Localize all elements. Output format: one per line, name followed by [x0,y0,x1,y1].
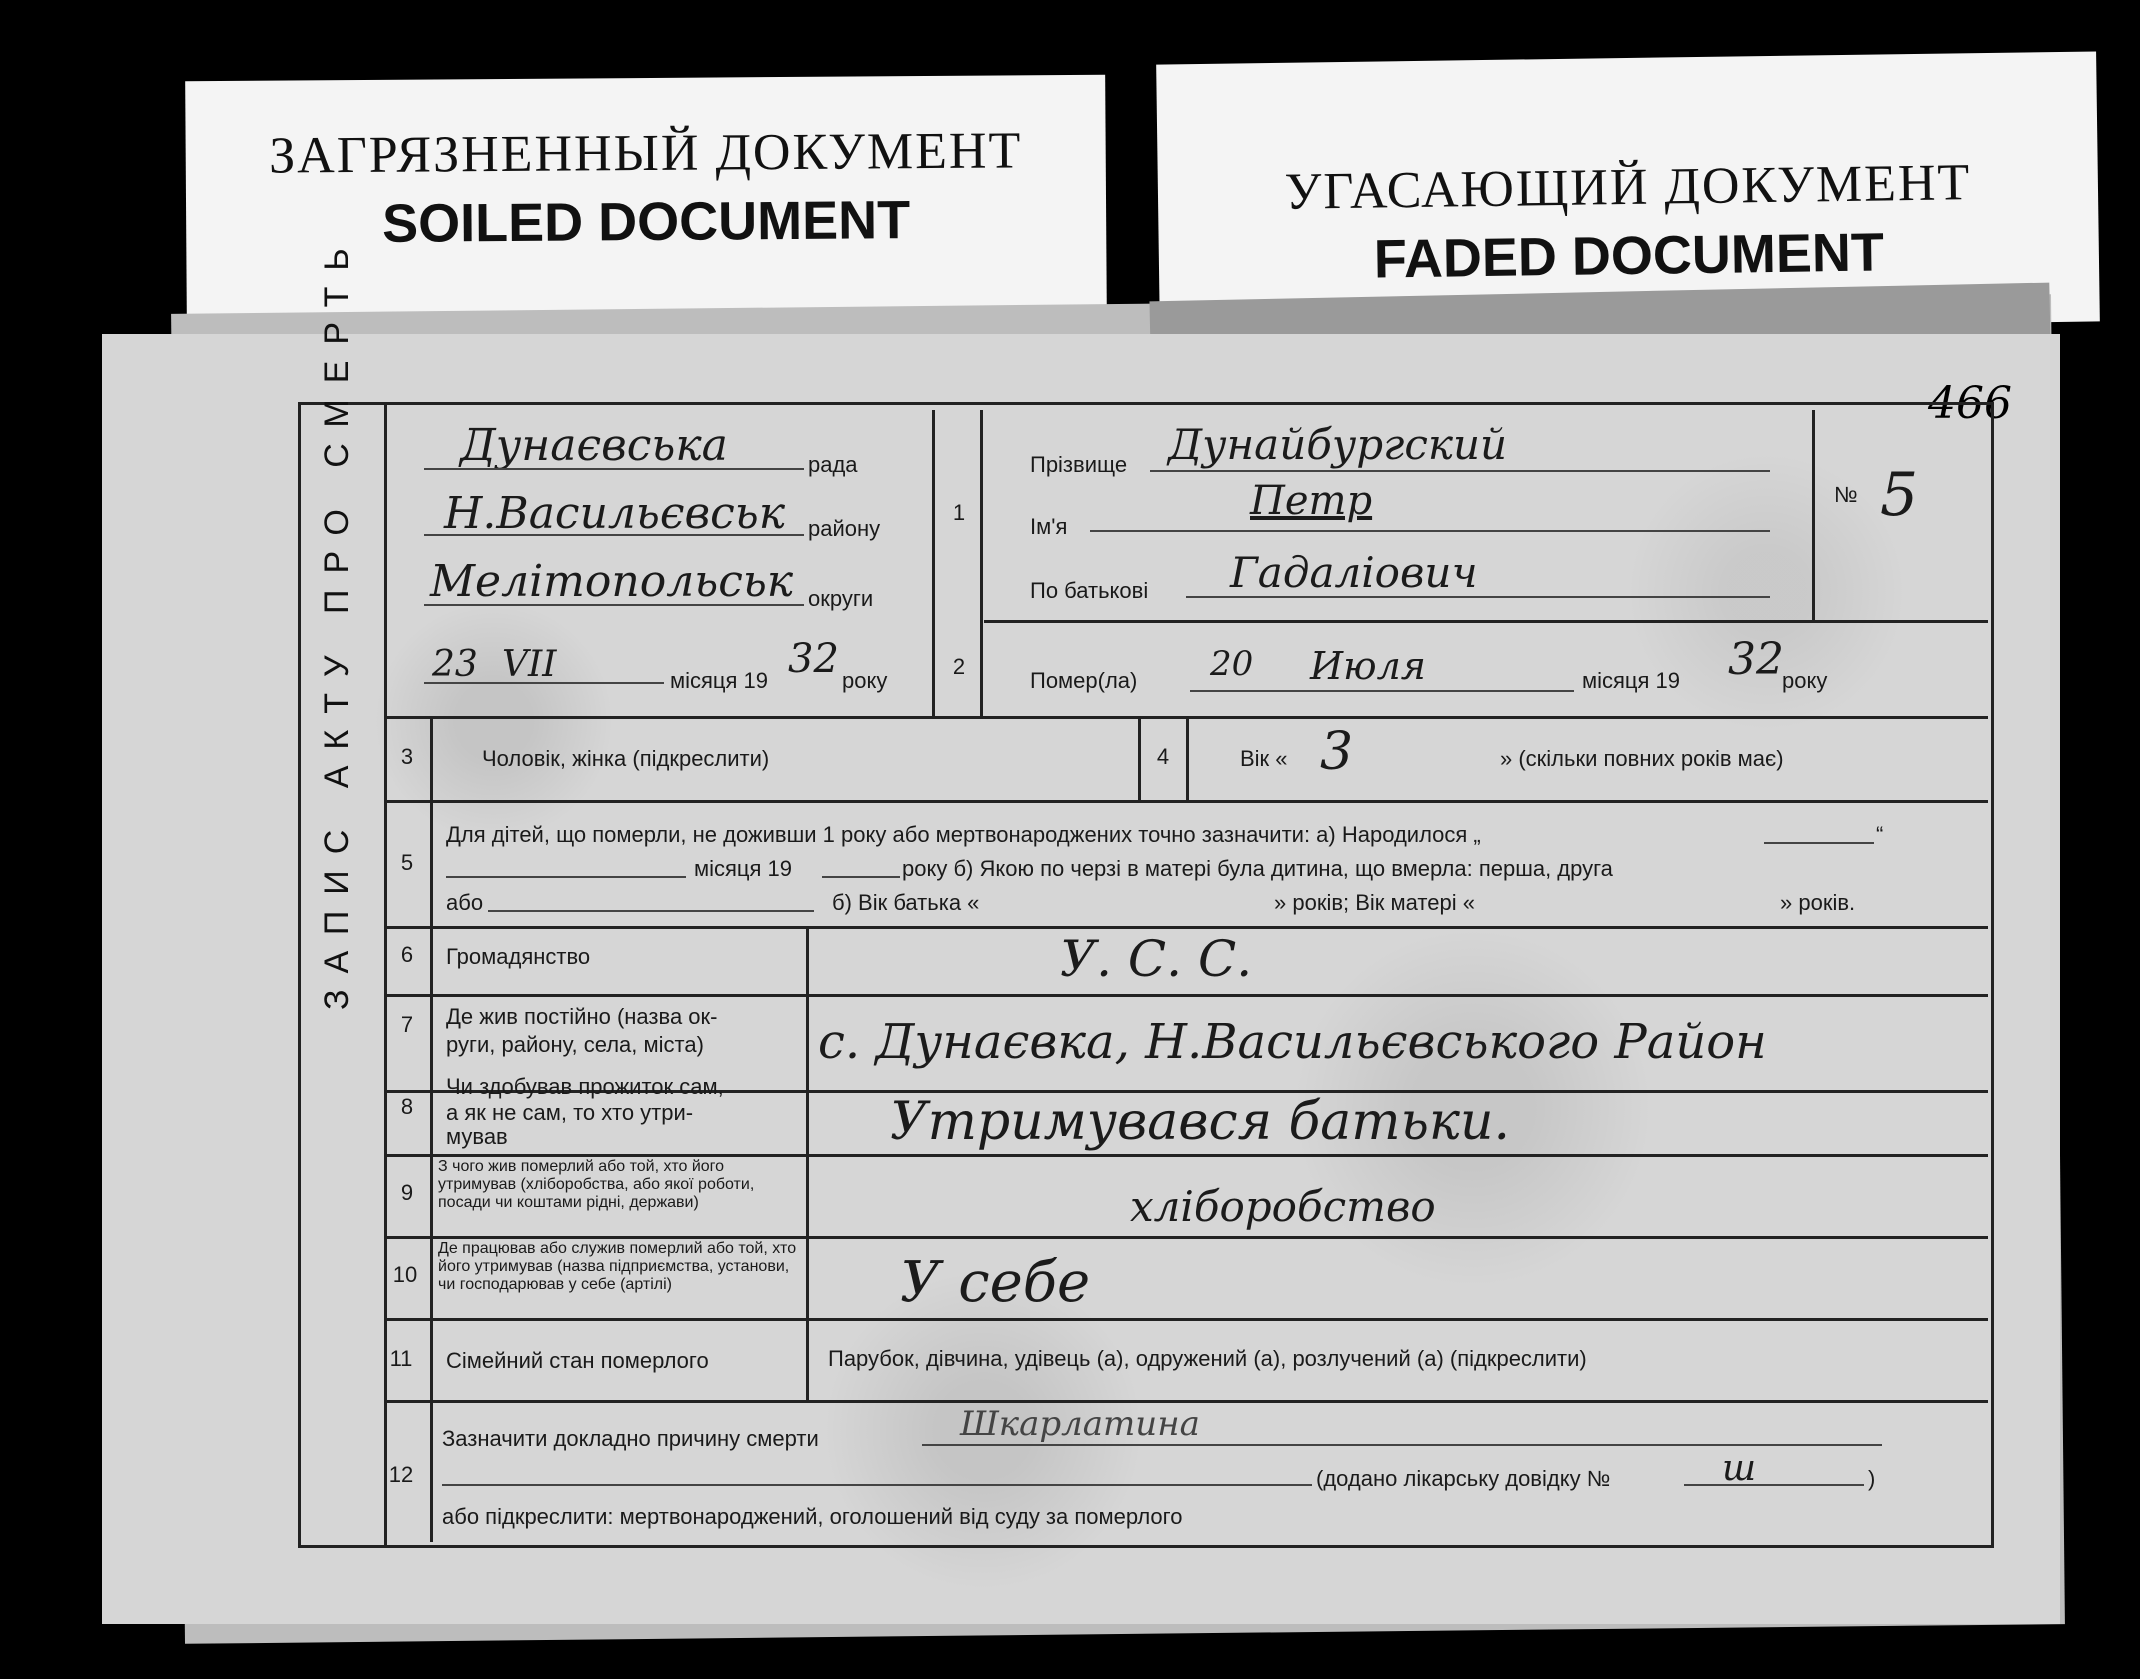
rayon-label: району [808,516,881,541]
header-divider-2 [980,410,983,716]
name-line [1090,530,1770,532]
cause-line-2 [442,1484,1312,1486]
surname-value: Дунайбургский [1168,420,1508,469]
row-11-number: 11 [389,1346,413,1371]
certificate-end: ) [1868,1466,1876,1491]
livelihood-value: Утримувався батьки. [890,1092,1510,1152]
row-4-number: 4 [1156,744,1170,769]
cause-line-1 [922,1444,1882,1446]
died-day: 20 [1210,644,1254,684]
rayon-line [424,534,804,536]
infant-line-3b: б) Вік батька « [832,890,980,915]
infant-line-1: Для дітей, що померли, не доживши 1 року або мертвонароджених точно зазначити: а) Народилося „ [446,822,1481,847]
infant-year-blank [822,876,900,878]
row-5-number: 5 [400,850,414,875]
soiled-label-english: SOILED DOCUMENT [381,190,911,254]
row-3-number: 3 [400,744,414,769]
label-column-divider [806,926,809,1400]
row-line [984,620,1988,623]
infant-line-3c: » років; Вік матері « [1274,890,1475,915]
header-month-label: місяця 19 [670,668,769,693]
faded-label-english: FADED DOCUMENT [1373,222,1885,290]
age-label-start: Вік « [1240,746,1288,771]
infant-order-blank [488,910,814,912]
died-month: Июля [1310,644,1426,688]
infant-line-3a: або [446,890,484,915]
row-8-number: 8 [400,1094,414,1119]
died-label: Помер(ла) [1030,668,1138,693]
okruga-value: Мелітопольськ [430,556,794,607]
date-line [424,682,664,684]
marital-status-label: Сімейний стан померлого [446,1348,709,1373]
certificate-value: ш [1722,1448,1757,1489]
cause-of-death-label: Зазначити докладно причину смерти [442,1426,819,1451]
record-number: 5 [1880,460,1919,530]
rada-line [424,468,804,470]
row-7-number: 7 [400,1012,414,1037]
side-title: ЗАПИС АКТУ ПРО СМЕРТЬ [318,232,356,1010]
stillborn-footer: або підкреслити: мертвонароджений, оголошений від суду за померлого [442,1504,1183,1529]
row-line [384,926,1988,929]
workplace-label: Де працював або служив померлий або той, хто його утримував (назва підприємства, установи, чи господарював у себе (артілі) [438,1240,797,1293]
infant-line-2a: місяця 19 [694,856,793,881]
row-line [384,1400,1988,1403]
header-divider [932,410,935,716]
source-of-living-value: хліборобство [1130,1182,1436,1231]
age-label-end: » (скільки повних років має) [1500,746,1784,771]
header-date-day: 23 [432,644,478,685]
name-value: Петр [1250,478,1373,524]
number-column-divider [430,716,433,1542]
surname-line [1150,470,1770,472]
age-value: 3 [1320,722,1354,782]
livelihood-label-1: Чи здобував прожиток сам, [446,1074,724,1099]
row4-divider [1186,716,1189,800]
faded-label-russian: УГАСАЮЩИЙ ДОКУМЕНТ [1284,154,1972,221]
died-month-label: місяця 19 [1582,668,1681,693]
infant-line-1-end: “ [1876,822,1884,847]
row3-divider [1138,716,1141,800]
marital-status-options: Парубок, дівчина, удівець (а), одружений (а), розлучений (а) (підкреслити) [828,1346,1587,1371]
okruga-label: округи [808,586,874,611]
certificate-line [1684,1484,1864,1486]
surname-label: Прізвище [1030,452,1128,477]
row-line [384,994,1988,997]
infant-born-blank [1764,842,1874,844]
row-6-number: 6 [400,942,414,967]
number-box-divider [1812,410,1815,620]
header-date-year: 32 [788,636,839,682]
name-label: Ім'я [1030,514,1068,539]
residence-value: с. Дунаєвка, Н.Васильєвського Район [818,1014,1767,1070]
infant-day-blank [446,876,686,878]
row-line [384,1236,1988,1239]
infant-line-3d: » років. [1780,890,1856,915]
livelihood-label-2: а як не сам, то хто утри- [446,1100,694,1125]
row-12-number: 12 [388,1462,414,1487]
infant-line-2b: року б) Якою по черзі в матері була дитина, що вмерла: перша, друга [902,856,1613,881]
patronymic-value: Гадаліович [1230,548,1478,597]
row-1-number: 1 [952,500,966,525]
row-line [384,1318,1988,1321]
sex-label: Чоловік, жінка (підкреслити) [482,746,770,771]
page-number: 466 [1928,378,2012,429]
citizenship-label: Громадянство [446,944,591,969]
source-of-living-label: З чого жив померлий або той, хто його утримував (хліборобства, або якої роботи, посади чи коштами рідні, держави) [438,1158,755,1211]
number-label: № [1834,482,1858,507]
header-date-month: VII [502,644,557,685]
workplace-value: У себе [900,1250,1091,1315]
patronymic-label: По батькові [1030,578,1149,603]
cause-of-death-value: Шкарлатина [960,1404,1200,1444]
header-year-label: року [842,668,888,693]
certificate-label: (додано лікарську довідку № [1316,1466,1611,1491]
died-date-line [1190,690,1574,692]
residence-label-2: руги, району, села, міста) [446,1032,704,1057]
rada-value: Дунаєвська [460,420,728,471]
died-year-label: року [1782,668,1828,693]
livelihood-label-3: мував [446,1124,508,1149]
row-line [384,800,1988,803]
soiled-label-russian: ЗАГРЯЗНЕННЫЙ ДОКУМЕНТ [268,122,1023,185]
okruga-line [424,604,804,606]
died-year: 32 [1728,634,1784,685]
row-2-number: 2 [952,654,966,679]
row-10-number: 10 [392,1262,418,1287]
row-9-number: 9 [400,1180,414,1205]
rayon-value: Н.Васильєвськ [444,488,785,539]
row-line [384,1154,1988,1157]
patronymic-line [1186,596,1770,598]
rada-label: рада [808,452,858,477]
citizenship-value: У. С. С. [1060,930,1253,988]
residence-label-1: Де жив постійно (назва ок- [446,1004,718,1029]
